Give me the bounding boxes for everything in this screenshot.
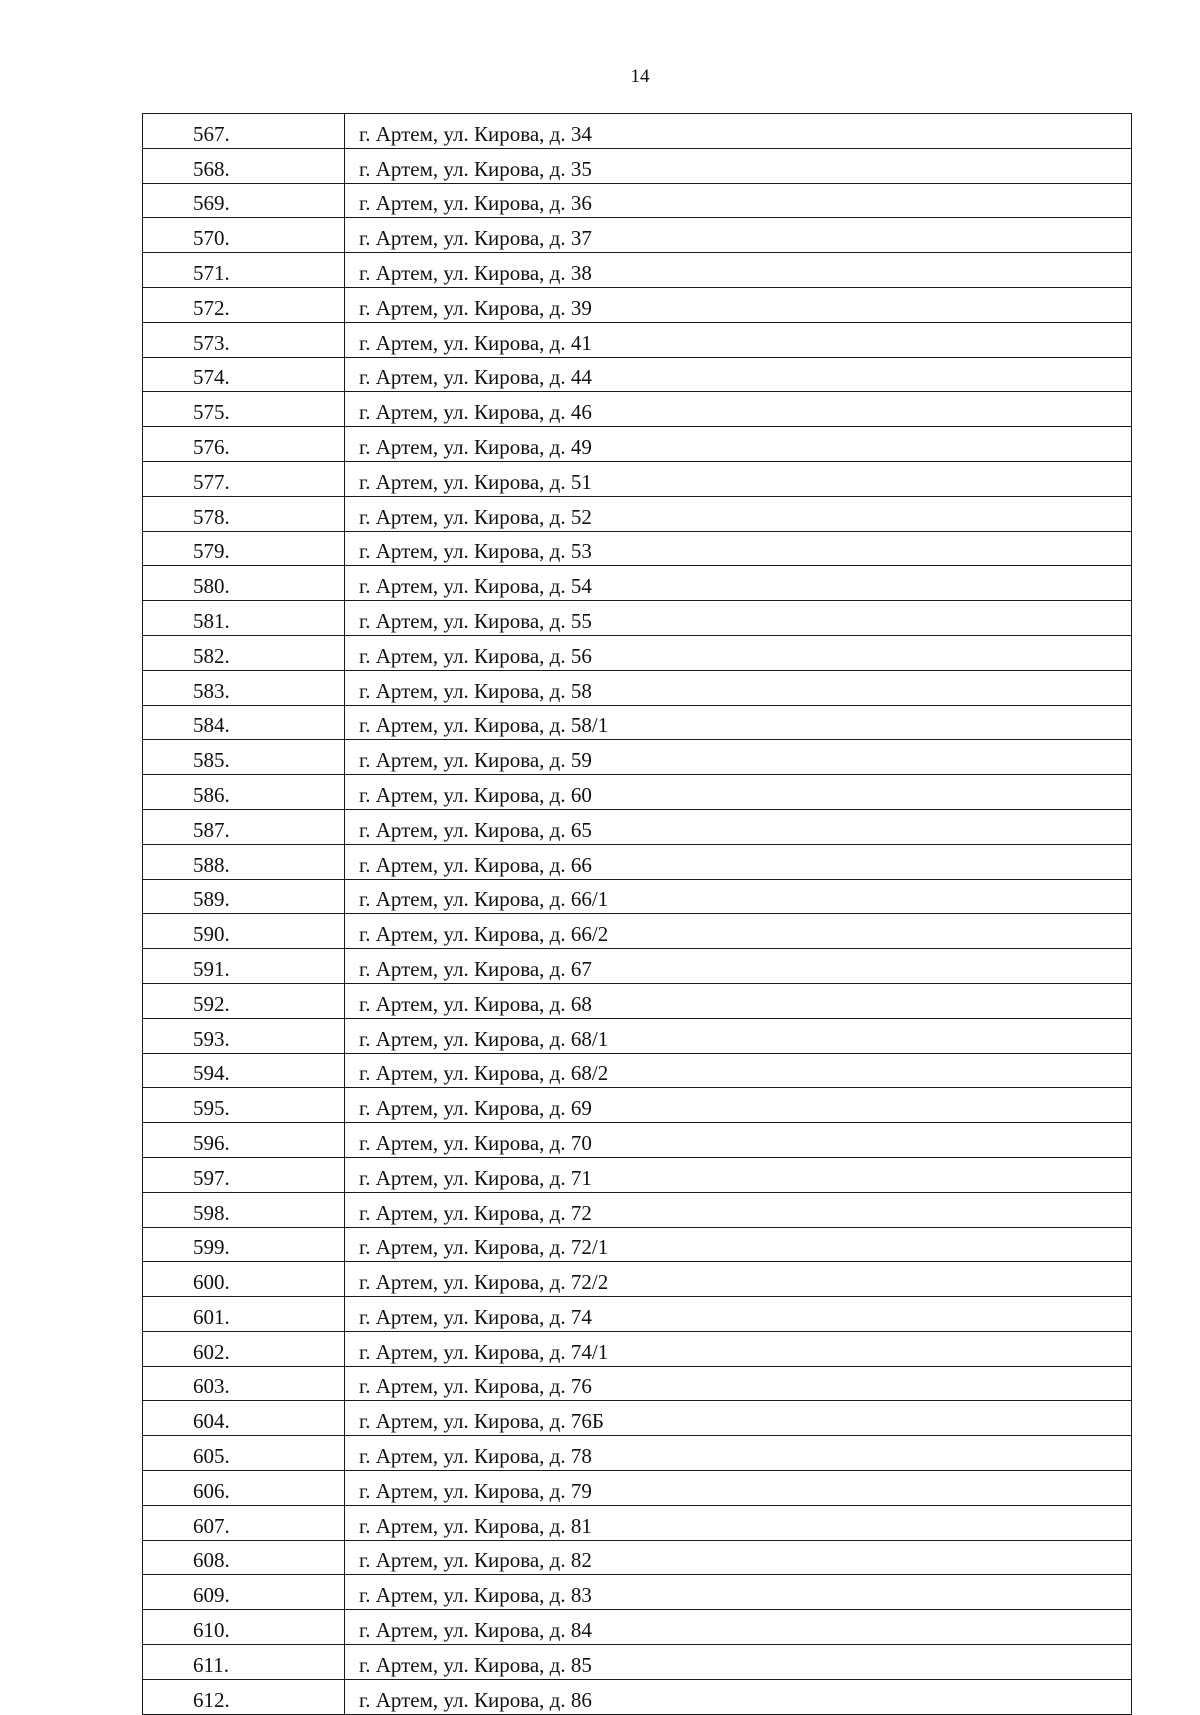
row-address: г. Артем, ул. Кирова, д. 72/2 — [345, 1262, 1132, 1297]
row-number: 573. — [143, 322, 345, 357]
row-address: г. Артем, ул. Кирова, д. 59 — [345, 740, 1132, 775]
row-address: г. Артем, ул. Кирова, д. 83 — [345, 1575, 1132, 1610]
row-address: г. Артем, ул. Кирова, д. 51 — [345, 461, 1132, 496]
row-address: г. Артем, ул. Кирова, д. 49 — [345, 427, 1132, 462]
table-row — [143, 1679, 1132, 1714]
row-address: г. Артем, ул. Кирова, д. 67 — [345, 949, 1132, 984]
row-number: 606. — [143, 1471, 345, 1506]
table-row — [143, 1645, 1132, 1680]
row-number: 570. — [143, 218, 345, 253]
row-number: 609. — [143, 1575, 345, 1610]
table-row — [143, 705, 1132, 740]
table-row — [143, 1297, 1132, 1332]
row-address: г. Артем, ул. Кирова, д. 72 — [345, 1192, 1132, 1227]
row-address: г. Артем, ул. Кирова, д. 82 — [345, 1540, 1132, 1575]
table-row — [143, 1331, 1132, 1366]
row-address: г. Артем, ул. Кирова, д. 36 — [345, 183, 1132, 218]
row-address: г. Артем, ул. Кирова, д. 52 — [345, 496, 1132, 531]
row-address: г. Артем, ул. Кирова, д. 34 — [345, 114, 1132, 149]
row-address: г. Артем, ул. Кирова, д. 54 — [345, 566, 1132, 601]
table-row — [143, 1157, 1132, 1192]
table-row — [143, 1366, 1132, 1401]
table-row — [143, 461, 1132, 496]
row-number: 600. — [143, 1262, 345, 1297]
row-number: 601. — [143, 1297, 345, 1332]
row-address: г. Артем, ул. Кирова, д. 81 — [345, 1505, 1132, 1540]
table-row — [143, 148, 1132, 183]
row-address: г. Артем, ул. Кирова, д. 84 — [345, 1610, 1132, 1645]
row-address: г. Артем, ул. Кирова, д. 71 — [345, 1157, 1132, 1192]
table-row — [143, 914, 1132, 949]
table-row — [143, 1227, 1132, 1262]
row-number: 578. — [143, 496, 345, 531]
row-number: 610. — [143, 1610, 345, 1645]
row-number: 582. — [143, 635, 345, 670]
row-number: 591. — [143, 949, 345, 984]
row-number: 572. — [143, 287, 345, 322]
address-table — [142, 113, 1132, 1715]
row-address: г. Артем, ул. Кирова, д. 66/2 — [345, 914, 1132, 949]
row-number: 596. — [143, 1123, 345, 1158]
row-address: г. Артем, ул. Кирова, д. 38 — [345, 253, 1132, 288]
table-row — [143, 809, 1132, 844]
row-number: 588. — [143, 844, 345, 879]
page-number: 14 — [630, 66, 650, 87]
row-address: г. Артем, ул. Кирова, д. 44 — [345, 357, 1132, 392]
row-address: г. Артем, ул. Кирова, д. 41 — [345, 322, 1132, 357]
row-address: г. Артем, ул. Кирова, д. 78 — [345, 1436, 1132, 1471]
table-row — [143, 1192, 1132, 1227]
row-address: г. Артем, ул. Кирова, д. 37 — [345, 218, 1132, 253]
row-address: г. Артем, ул. Кирова, д. 72/1 — [345, 1227, 1132, 1262]
row-address: г. Артем, ул. Кирова, д. 68/2 — [345, 1053, 1132, 1088]
row-number: 595. — [143, 1088, 345, 1123]
table-row — [143, 1401, 1132, 1436]
address-table-body — [143, 114, 1132, 1715]
row-number: 583. — [143, 670, 345, 705]
table-row — [143, 357, 1132, 392]
row-number: 594. — [143, 1053, 345, 1088]
table-row — [143, 496, 1132, 531]
table-row — [143, 740, 1132, 775]
row-number: 612. — [143, 1679, 345, 1714]
row-address: г. Артем, ул. Кирова, д. 46 — [345, 392, 1132, 427]
row-number: 597. — [143, 1157, 345, 1192]
row-number: 579. — [143, 531, 345, 566]
table-row — [143, 1575, 1132, 1610]
row-address: г. Артем, ул. Кирова, д. 85 — [345, 1645, 1132, 1680]
row-address: г. Артем, ул. Кирова, д. 39 — [345, 287, 1132, 322]
row-number: 602. — [143, 1331, 345, 1366]
table-row — [143, 287, 1132, 322]
table-row — [143, 1123, 1132, 1158]
row-address: г. Артем, ул. Кирова, д. 69 — [345, 1088, 1132, 1123]
row-address: г. Артем, ул. Кирова, д. 70 — [345, 1123, 1132, 1158]
table-row — [143, 114, 1132, 149]
table-row — [143, 879, 1132, 914]
row-number: 585. — [143, 740, 345, 775]
table-row — [143, 427, 1132, 462]
table-row — [143, 531, 1132, 566]
row-address: г. Артем, ул. Кирова, д. 79 — [345, 1471, 1132, 1506]
row-number: 608. — [143, 1540, 345, 1575]
row-address: г. Артем, ул. Кирова, д. 76Б — [345, 1401, 1132, 1436]
row-number: 586. — [143, 775, 345, 810]
row-address: г. Артем, ул. Кирова, д. 35 — [345, 148, 1132, 183]
row-address: г. Артем, ул. Кирова, д. 60 — [345, 775, 1132, 810]
table-row — [143, 844, 1132, 879]
row-number: 599. — [143, 1227, 345, 1262]
row-address: г. Артем, ул. Кирова, д. 76 — [345, 1366, 1132, 1401]
table-row — [143, 566, 1132, 601]
row-address: г. Артем, ул. Кирова, д. 86 — [345, 1679, 1132, 1714]
table-row — [143, 1471, 1132, 1506]
row-number: 592. — [143, 983, 345, 1018]
row-address: г. Артем, ул. Кирова, д. 58/1 — [345, 705, 1132, 740]
row-number: 607. — [143, 1505, 345, 1540]
table-row — [143, 1610, 1132, 1645]
row-number: 568. — [143, 148, 345, 183]
table-row — [143, 1088, 1132, 1123]
row-number: 589. — [143, 879, 345, 914]
row-number: 571. — [143, 253, 345, 288]
row-number: 575. — [143, 392, 345, 427]
table-row — [143, 601, 1132, 636]
row-number: 584. — [143, 705, 345, 740]
table-row — [143, 218, 1132, 253]
row-number: 598. — [143, 1192, 345, 1227]
row-address: г. Артем, ул. Кирова, д. 66/1 — [345, 879, 1132, 914]
row-number: 590. — [143, 914, 345, 949]
table-row — [143, 775, 1132, 810]
table-row — [143, 949, 1132, 984]
row-number: 577. — [143, 461, 345, 496]
table-row — [143, 635, 1132, 670]
table-row — [143, 1540, 1132, 1575]
table-row — [143, 670, 1132, 705]
row-number: 581. — [143, 601, 345, 636]
table-row — [143, 1018, 1132, 1053]
table-row — [143, 392, 1132, 427]
row-number: 587. — [143, 809, 345, 844]
row-address: г. Артем, ул. Кирова, д. 53 — [345, 531, 1132, 566]
row-address: г. Артем, ул. Кирова, д. 58 — [345, 670, 1132, 705]
row-number: 580. — [143, 566, 345, 601]
row-address: г. Артем, ул. Кирова, д. 74/1 — [345, 1331, 1132, 1366]
table-row — [143, 1053, 1132, 1088]
table-row — [143, 1505, 1132, 1540]
table-row — [143, 1436, 1132, 1471]
row-address: г. Артем, ул. Кирова, д. 68 — [345, 983, 1132, 1018]
table-row — [143, 322, 1132, 357]
row-number: 611. — [143, 1645, 345, 1680]
row-number: 576. — [143, 427, 345, 462]
row-number: 593. — [143, 1018, 345, 1053]
row-address: г. Артем, ул. Кирова, д. 65 — [345, 809, 1132, 844]
table-row — [143, 983, 1132, 1018]
row-address: г. Артем, ул. Кирова, д. 66 — [345, 844, 1132, 879]
row-address: г. Артем, ул. Кирова, д. 74 — [345, 1297, 1132, 1332]
row-number: 603. — [143, 1366, 345, 1401]
row-number: 569. — [143, 183, 345, 218]
row-number: 605. — [143, 1436, 345, 1471]
row-number: 574. — [143, 357, 345, 392]
table-row — [143, 183, 1132, 218]
table-row — [143, 1262, 1132, 1297]
row-address: г. Артем, ул. Кирова, д. 55 — [345, 601, 1132, 636]
table-row — [143, 253, 1132, 288]
row-number: 604. — [143, 1401, 345, 1436]
row-address: г. Артем, ул. Кирова, д. 56 — [345, 635, 1132, 670]
row-number: 567. — [143, 114, 345, 149]
row-address: г. Артем, ул. Кирова, д. 68/1 — [345, 1018, 1132, 1053]
